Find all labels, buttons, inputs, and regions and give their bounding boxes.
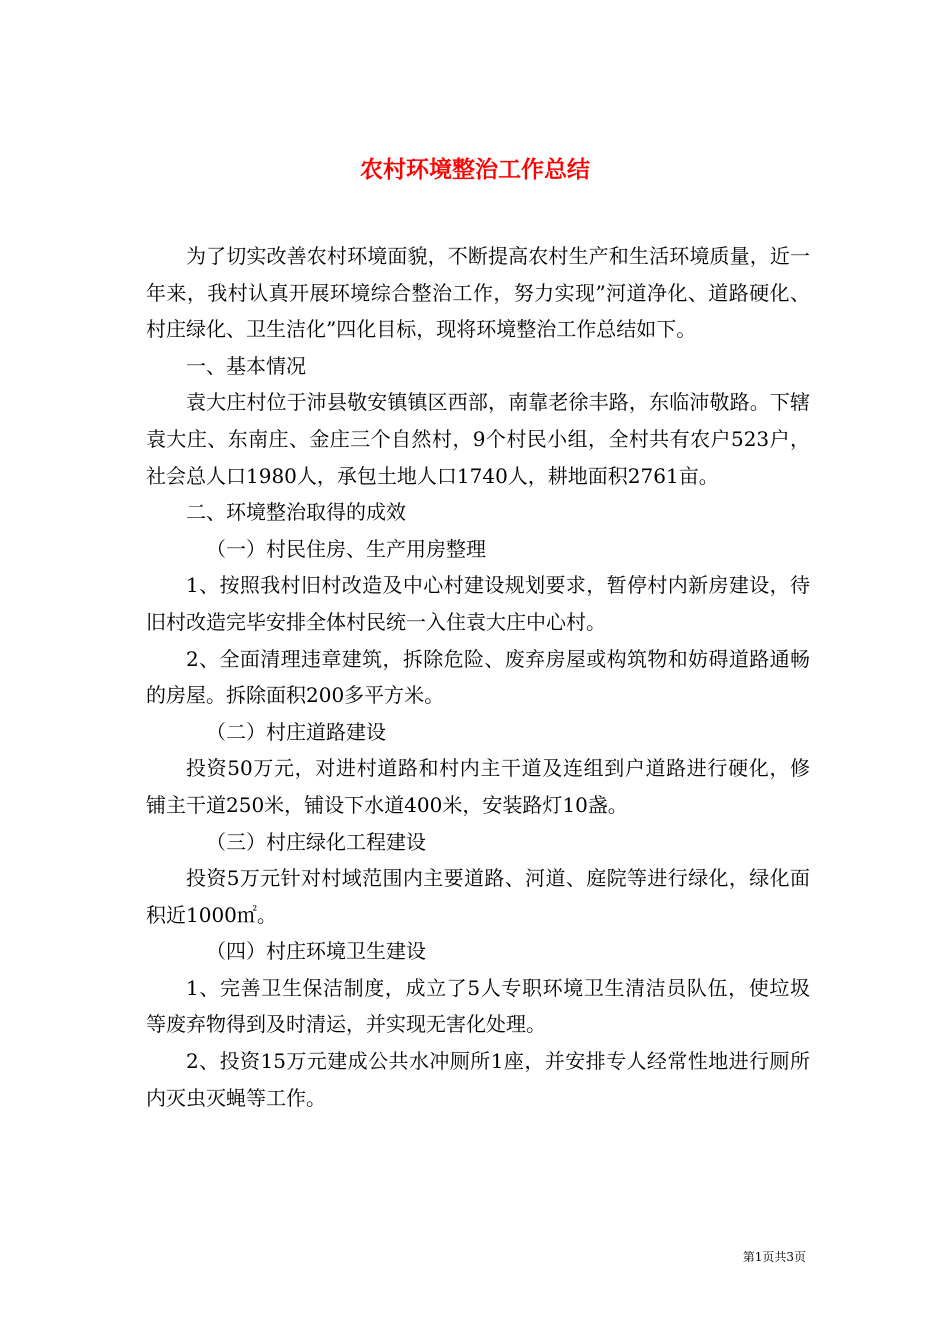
subheading-sanitation: （四）村庄环境卫生建设	[206, 939, 426, 964]
basic-situation-paragraph: 袁大庄村位于沛县敬安镇镇区西部，南靠老徐丰路，东临沛敬路。下辖袁大庄、东南庄、金庄三个自然村，9个村民小组，全村共有农户523户，社会总人口1980人，承包土地人口1740人，耕地面积2761亩。	[146, 390, 810, 488]
sanitation-item-1: 1、完善卫生保洁制度，成立了5人专职环境卫生清洁员队伍，使垃圾等废弃物得到及时清运，并实现无害化处理。	[146, 975, 810, 1037]
subheading-roads: （二）村庄道路建设	[206, 719, 386, 744]
housing-item-2: 2、全面清理违章建筑，拆除危险、废弃房屋或构筑物和妨碍道路通畅的房屋。拆除面积200多平方米。	[146, 646, 810, 708]
section-heading-basic-situation: 一、基本情况	[186, 353, 306, 378]
sanitation-item-2: 2、投资15万元建成公共水冲厕所1座，并安排专人经常性地进行厕所内灭虫灭蝇等工作。	[146, 1049, 810, 1110]
section-heading-achievements: 二、环境整治取得的成效	[186, 500, 406, 525]
document-body	[146, 238, 810, 1116]
subheading-greening: （三）村庄绿化工程建设	[206, 829, 426, 854]
roads-paragraph: 投资50万元，对进村道路和村内主干道及连组到户道路进行硬化，修铺主干道250米，铺设下水道400米，安装路灯10盏。	[146, 756, 810, 817]
intro-paragraph: 为了切实改善农村环境面貌，不断提高农村生产和生活环境质量，近一年来，我村认真开展环境综合整治工作，努力实现”河道净化、道路硬化、村庄绿化、卫生洁化”四化目标，现将环境整治工作总结如下。	[146, 244, 810, 342]
greening-paragraph: 投资5万元针对村域范围内主要道路、河道、庭院等进行绿化，绿化面积近1000㎡。	[146, 866, 810, 927]
subheading-housing: （一）村民住房、生产用房整理	[206, 536, 486, 561]
housing-item-1: 1、按照我村旧村改造及中心村建设规划要求，暂停村内新房建设，待旧村改造完毕安排全体村民统一入住袁大庄中心村。	[146, 573, 810, 634]
page-number: 第1页共3页	[742, 1250, 806, 1264]
page-title: 农村环境整治工作总结	[360, 157, 590, 184]
